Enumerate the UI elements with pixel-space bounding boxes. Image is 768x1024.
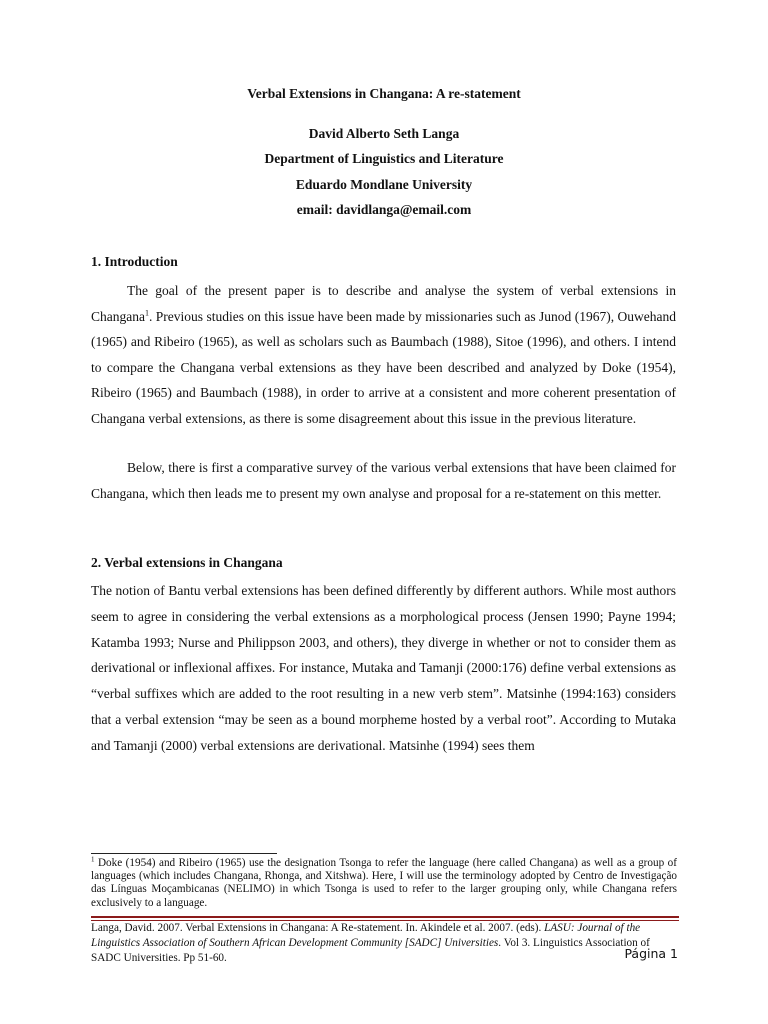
citation-suffix: . Vol 3. Linguistics Association of SADC Universities. Pp 51-60. (91, 937, 650, 964)
author-department: Department of Linguistics and Literature (264, 151, 504, 166)
footer-rule-thick (91, 916, 679, 918)
citation-prefix: Langa, David. 2007. Verbal Extensions in Changana: A Re-statement. In. Akindele et al. 2007. (eds). (91, 922, 545, 934)
footnote-reference: 1 (144, 308, 149, 318)
footnote-separator (91, 853, 277, 854)
author-name: David Alberto Seth Langa (308, 126, 460, 141)
footnote-text: Doke (1954) and Ribeiro (1965) use the designation Tsonga to refer the language (here called Changana) as well as a group of languages (which includes Changana, Rhonga, and Xitshwa). Here, I will use the terminology adopted by Centro de Investigação das Línguas Moçambicanas (NELIMO) in which Tsonga is used to refer to the larger grouping only, while Changana refers exclusively to a language. (91, 857, 677, 909)
intro-paragraph-1 (91, 278, 676, 432)
paper-title: Verbal Extensions in Changana: A re-statement (247, 86, 521, 101)
section2-paragraph-1 (91, 578, 676, 759)
footnote (91, 857, 677, 910)
section-heading-verbal-extensions: 2. Verbal extensions in Changana (91, 555, 283, 570)
citation-journal: LASU: Journal of the Linguistics Association of Southern African Development Community [SADC] Universities (91, 922, 641, 949)
page-number: Página 1 (624, 946, 678, 961)
section-heading-introduction: 1. Introduction (91, 254, 178, 269)
intro-paragraph-2-text: Below, there is first a comparative survey of the various verbal extensions that have been claimed for Changana, which then leads me to present my own analyse and proposal for a re-statement on this metter. (91, 460, 676, 501)
author-email: email: davidlanga@email.com (296, 202, 472, 217)
author-university: Eduardo Mondlane University (295, 177, 473, 192)
footnote-marker: 1 (91, 855, 95, 864)
footer-citation (91, 921, 681, 966)
intro-paragraph-1-text-b: . Previous studies on this issue have been made by missionaries such as Junod (1967), Ouwehand (1965) and Ribeiro (1965), as well as scholars such as Baumbach (1988), Sitoe (1996), and others. I intend to compare the Changana verbal extensions as they have been described and analyzed by Doke (1954), Ribeiro (1965) and Baumbach (1988), in order to arrive at a consistent and more coherent presentation of Changana verbal extensions, as there is some disagreement about this issue in the previous literature. (91, 308, 676, 426)
intro-paragraph-2 (91, 455, 676, 506)
section2-paragraph-1-text: The notion of Bantu verbal extensions has been defined differently by different authors. While most authors seem to agree in considering the verbal extensions as a morphological process (Jensen 1990; Payne 1994; Katamba 1993; Nurse and Philippson 2003, and others), they diverge in whether or not to consider them as derivational or inflexional affixes. For instance, Mutaka and Tamanji (2000:176) define verbal extensions as “verbal suffixes which are added to the root resulting in a new verb stem”. Matsinhe (1994:163) considers that a verbal extension “may be seen as a bound morpheme hosted by a verbal root”. According to Mutaka and Tamanji (2000) verbal extensions are derivational. Matsinhe (1994) sees them (91, 583, 676, 753)
intro-paragraph-1-text-a: The goal of the present paper is to describe and analyse the system of verbal extensions in Changana (91, 283, 676, 324)
